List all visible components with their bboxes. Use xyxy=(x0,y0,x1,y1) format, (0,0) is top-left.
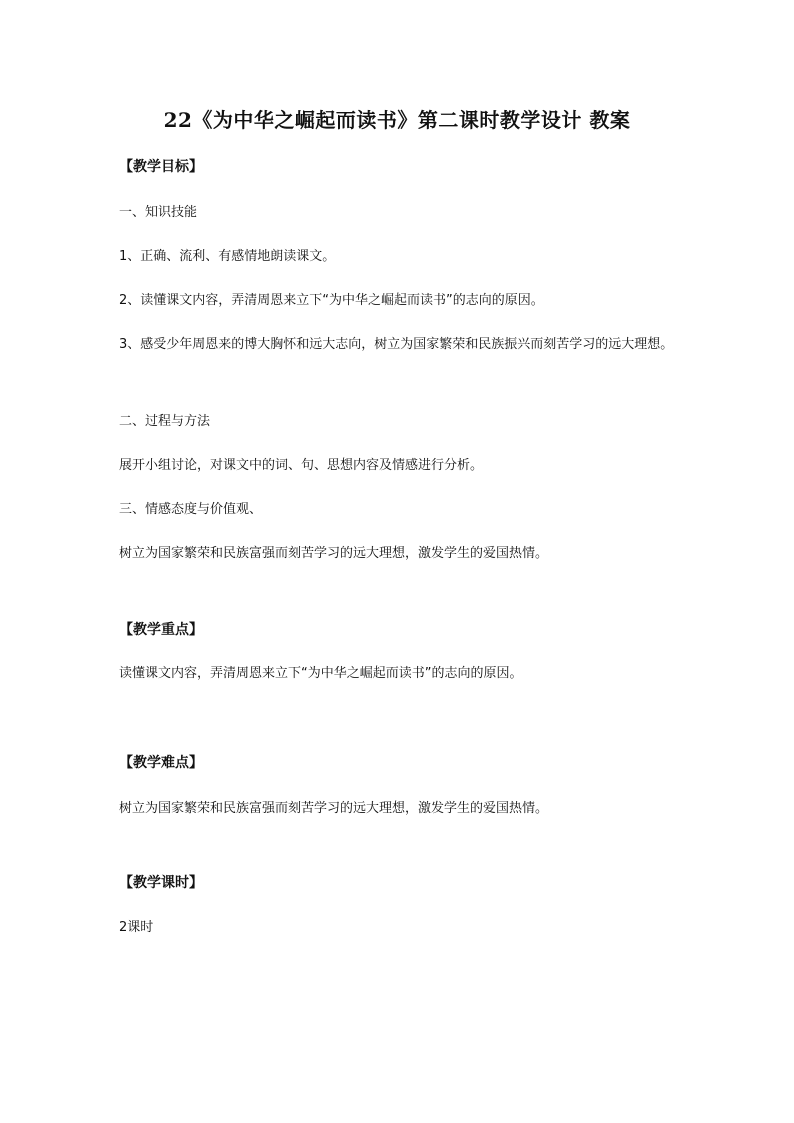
emotion-values-title: 三、情感态度与价值观、 xyxy=(119,502,263,517)
objective-item-2: 2、读懂课文内容，弄清周恩来立下“为中华之崛起而读书”的志向的原因。 xyxy=(119,293,544,308)
objective-item-3: 3、感受少年周恩来的博大胸怀和远大志向，树立为国家繁荣和民族振兴而刻苦学习的远大理想。 xyxy=(119,337,674,352)
difficulties-heading: 【教学难点】 xyxy=(119,755,203,771)
process-method-text: 展开小组讨论，对课文中的词、句、思想内容及情感进行分析。 xyxy=(119,458,484,473)
document-title: 22《为中华之崛起而读书》第二课时教学设计 教案 xyxy=(163,108,631,132)
key-points-heading: 【教学重点】 xyxy=(119,622,203,638)
key-points-text: 读懂课文内容，弄清周恩来立下“为中华之崛起而读书”的志向的原因。 xyxy=(119,666,523,681)
emotion-values-text: 树立为国家繁荣和民族富强而刻苦学习的远大理想，激发学生的爱国热情。 xyxy=(119,546,549,561)
process-method-title: 二、过程与方法 xyxy=(119,414,211,429)
knowledge-skills-title: 一、知识技能 xyxy=(119,205,198,220)
difficulties-text: 树立为国家繁荣和民族富强而刻苦学习的远大理想，激发学生的爱国热情。 xyxy=(119,801,549,816)
objective-item-1: 1、正确、流利、有感情地朗读课文。 xyxy=(119,249,336,264)
class-hours-heading: 【教学课时】 xyxy=(119,875,203,891)
class-hours-text: 2课时 xyxy=(119,920,154,935)
objectives-heading: 【教学目标】 xyxy=(119,159,203,175)
